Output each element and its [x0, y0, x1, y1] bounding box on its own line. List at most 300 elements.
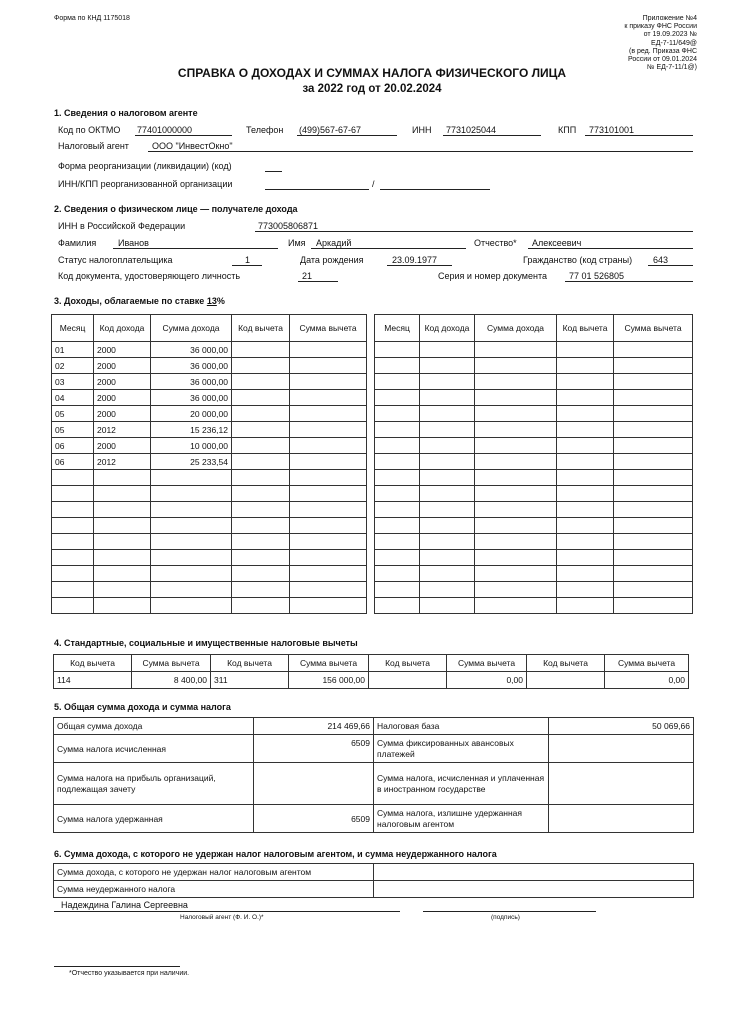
income-month: 03	[52, 374, 94, 390]
deduction-amount	[614, 518, 693, 534]
tax-not-withheld-label: Сумма неудержанного налога	[54, 881, 374, 898]
tax-calc-label: Сумма налога исчисленная	[54, 735, 254, 763]
income-col-header: Код вычета	[557, 315, 614, 342]
income-amount: 36 000,00	[151, 358, 232, 374]
surname-value: Иванов	[118, 238, 149, 248]
income-code	[94, 566, 151, 582]
birth-line	[387, 265, 452, 266]
tax-withheld-label: Сумма налога удержанная	[54, 805, 254, 833]
income-code	[420, 358, 475, 374]
income-amount	[475, 342, 557, 358]
income-col-header: Код дохода	[94, 315, 151, 342]
income-row	[52, 550, 367, 566]
income-row	[52, 486, 367, 502]
income-row	[375, 342, 693, 358]
income-code	[420, 534, 475, 550]
deduction-amount	[614, 390, 693, 406]
oktmo-line	[135, 135, 232, 136]
deductions-header-row	[54, 655, 689, 672]
form-code: Форма по КНД 1175018	[54, 15, 130, 22]
income-amount: 25 233,54	[151, 454, 232, 470]
income-code	[420, 598, 475, 614]
deduction-code-header: Код вычета	[211, 655, 289, 672]
deduction-amount	[614, 438, 693, 454]
income-month: 06	[52, 438, 94, 454]
income-row	[52, 566, 367, 582]
deduction-sum-value: 8 400,00	[132, 672, 211, 689]
status-line	[232, 265, 262, 266]
income-month: 06	[52, 454, 94, 470]
deduction-code	[232, 374, 290, 390]
income-code	[420, 550, 475, 566]
deduction-code	[232, 454, 290, 470]
income-code: 2000	[94, 342, 151, 358]
deduction-code-header: Код вычета	[54, 655, 132, 672]
patronymic-value: Алексеевич	[532, 238, 582, 248]
tax-withheld-value: 6509	[254, 805, 374, 833]
income-month	[375, 518, 420, 534]
deduction-sum-header: Сумма вычета	[289, 655, 369, 672]
foreign-tax-label: Сумма налога, исчисленная и уплаченная в иностранном государстве	[374, 763, 549, 805]
income-amount	[151, 534, 232, 550]
income-col-header: Месяц	[52, 315, 94, 342]
income-row	[375, 390, 693, 406]
person-inn-value: 773005806871	[258, 221, 319, 231]
section1-heading: 1. Сведения о налоговом агенте	[54, 108, 198, 118]
income-code: 2012	[94, 422, 151, 438]
name-value: Аркадий	[316, 238, 352, 248]
income-row	[375, 518, 693, 534]
deduction-amount	[614, 422, 693, 438]
income-table-right	[374, 314, 693, 614]
income-code: 2000	[94, 374, 151, 390]
income-col-header: Сумма дохода	[151, 315, 232, 342]
income-code	[94, 582, 151, 598]
income-amount: 36 000,00	[151, 374, 232, 390]
reorg-inn-line	[265, 189, 369, 190]
phone-label: Телефон	[246, 125, 284, 135]
income-amount	[475, 550, 557, 566]
page-title: СПРАВКА О ДОХОДАХ И СУММАХ НАЛОГА ФИЗИЧЕСКОГО ЛИЦА	[177, 66, 567, 80]
income-month	[375, 566, 420, 582]
person-inn-line	[255, 231, 693, 232]
income-col-header: Месяц	[375, 315, 420, 342]
tax-rate: 13	[206, 296, 217, 306]
deduction-code-value	[527, 672, 605, 689]
income-code	[420, 406, 475, 422]
income-amount	[475, 406, 557, 422]
signature-line	[423, 911, 596, 912]
income-amount: 36 000,00	[151, 342, 232, 358]
income-code	[420, 390, 475, 406]
deduction-code	[557, 438, 614, 454]
income-code	[420, 470, 475, 486]
income-amount	[475, 422, 557, 438]
deduction-sum-header: Сумма вычета	[132, 655, 211, 672]
income-amount	[475, 502, 557, 518]
income-amount	[475, 486, 557, 502]
income-row	[375, 550, 693, 566]
income-amount	[475, 518, 557, 534]
kpp-value: 773101001	[589, 125, 635, 135]
income-row	[375, 438, 693, 454]
income-row	[52, 374, 367, 390]
deduction-sum-value: 0,00	[605, 672, 689, 689]
income-code: 2012	[94, 454, 151, 470]
deduction-code	[557, 342, 614, 358]
phone-line	[297, 135, 397, 136]
deduction-code	[557, 550, 614, 566]
patronymic-line	[528, 248, 693, 249]
birth-label: Дата рождения	[300, 255, 364, 265]
section2-heading: 2. Сведения о физическом лице — получателе дохода	[54, 204, 298, 214]
tax-calc-value: 6509	[254, 735, 374, 763]
income-amount	[151, 518, 232, 534]
agent-signatory-line	[54, 911, 400, 912]
deduction-code	[557, 598, 614, 614]
income-code	[94, 486, 151, 502]
excess-value	[549, 805, 694, 833]
deduction-amount	[290, 550, 367, 566]
income-row	[375, 534, 693, 550]
deduction-amount	[614, 582, 693, 598]
deduction-code-value	[369, 672, 447, 689]
agent-inn-line	[443, 135, 541, 136]
income-month: 01	[52, 342, 94, 358]
deduction-amount	[290, 534, 367, 550]
excess-label: Сумма налога, излишне удержанная налоговым агентом	[374, 805, 549, 833]
deduction-sum-value: 156 000,00	[289, 672, 369, 689]
signature-caption: (подпись)	[491, 914, 520, 921]
income-month	[375, 406, 420, 422]
income-code	[420, 374, 475, 390]
income-header-row	[375, 315, 693, 342]
income-month	[375, 358, 420, 374]
income-month	[375, 598, 420, 614]
deduction-amount	[614, 470, 693, 486]
deduction-code	[232, 422, 290, 438]
deduction-code	[557, 406, 614, 422]
income-amount	[151, 550, 232, 566]
appendix-line: (в ред. Приказа ФНС	[629, 47, 697, 55]
income-code	[94, 518, 151, 534]
birth-value: 23.09.1977	[392, 255, 438, 265]
income-month: 04	[52, 390, 94, 406]
income-amount	[475, 374, 557, 390]
deduction-amount	[290, 422, 367, 438]
deduction-amount	[290, 598, 367, 614]
deduction-code	[557, 374, 614, 390]
income-amount	[475, 454, 557, 470]
income-amount: 36 000,00	[151, 390, 232, 406]
appendix-note	[624, 15, 697, 72]
total-income-value: 214 469,66	[254, 718, 374, 735]
income-month	[375, 454, 420, 470]
income-month	[52, 566, 94, 582]
income-row	[52, 422, 367, 438]
deduction-code	[557, 534, 614, 550]
deduction-code	[557, 454, 614, 470]
deduction-amount	[614, 550, 693, 566]
deduction-code	[232, 342, 290, 358]
appendix-line: к приказу ФНС России	[624, 23, 697, 31]
deduction-code	[232, 406, 290, 422]
income-amount	[475, 358, 557, 374]
deduction-code	[232, 486, 290, 502]
page-subtitle: за 2022 год от 20.02.2024	[302, 83, 442, 95]
deduction-code	[232, 502, 290, 518]
deduction-amount	[614, 598, 693, 614]
income-row	[52, 454, 367, 470]
income-col-header: Сумма дохода	[475, 315, 557, 342]
deduction-code	[557, 566, 614, 582]
status-value: 1	[245, 255, 251, 265]
deduction-code	[557, 486, 614, 502]
income-month	[375, 550, 420, 566]
income-not-withheld-label: Сумма дохода, с которого не удержан налог налоговым агентом	[54, 864, 374, 881]
deduction-code	[232, 358, 290, 374]
doc-code-value: 21	[302, 271, 313, 281]
agent-signatory-name: Надеждина Галина Сергеевна	[61, 900, 188, 910]
income-month: 02	[52, 358, 94, 374]
deduction-code	[232, 598, 290, 614]
income-code	[420, 502, 475, 518]
income-code	[420, 454, 475, 470]
deduction-code	[232, 582, 290, 598]
deduction-amount	[290, 406, 367, 422]
income-row	[375, 422, 693, 438]
income-amount	[151, 470, 232, 486]
income-row	[375, 582, 693, 598]
deduction-amount	[614, 406, 693, 422]
income-amount	[151, 486, 232, 502]
surname-line	[113, 248, 278, 249]
income-code	[420, 518, 475, 534]
kpp-line	[585, 135, 693, 136]
citizenship-value: 643	[653, 255, 669, 265]
phone-value: (499)567-67-67	[299, 125, 362, 135]
deduction-code	[232, 390, 290, 406]
section6-heading: 6. Сумма дохода, с которого не удержан налог налоговым агентом, и сумма неудержанного налога	[54, 849, 497, 859]
kpp-label: КПП	[558, 125, 577, 135]
oktmo-value: 77401000000	[137, 125, 193, 135]
income-row	[52, 358, 367, 374]
deductions-value-row	[54, 672, 689, 689]
income-row	[375, 486, 693, 502]
income-amount	[475, 582, 557, 598]
deduction-sum-header: Сумма вычета	[447, 655, 527, 672]
income-code	[420, 422, 475, 438]
income-code: 2000	[94, 390, 151, 406]
agent-line	[148, 151, 693, 152]
agent-caption: Налоговый агент (Ф. И. О.)*	[180, 914, 264, 921]
income-code: 2000	[94, 358, 151, 374]
income-row	[375, 566, 693, 582]
income-code: 2000	[94, 438, 151, 454]
total-income-label: Общая сумма дохода	[54, 718, 254, 735]
agent-inn-value: 7731025044	[446, 125, 497, 135]
surname-label: Фамилия	[58, 238, 97, 248]
deduction-code	[232, 566, 290, 582]
income-row	[375, 374, 693, 390]
deduction-sum-header: Сумма вычета	[605, 655, 689, 672]
income-code	[420, 582, 475, 598]
fixed-adv-label: Сумма фиксированных авансовых платежей	[374, 735, 549, 763]
income-amount: 10 000,00	[151, 438, 232, 454]
income-amount: 20 000,00	[151, 406, 232, 422]
deduction-amount	[614, 502, 693, 518]
income-month	[375, 534, 420, 550]
reorg-label: Форма реорганизации (ликвидации) (код)	[58, 161, 232, 171]
deduction-code	[232, 518, 290, 534]
income-month	[375, 422, 420, 438]
section5-heading: 5. Общая сумма дохода и сумма налога	[54, 702, 231, 712]
deductions-table	[53, 654, 689, 689]
deduction-amount	[614, 566, 693, 582]
income-code	[420, 438, 475, 454]
income-row	[52, 342, 367, 358]
income-month: 05	[52, 422, 94, 438]
deduction-code-header: Код вычета	[369, 655, 447, 672]
appendix-line: № ЕД-7-11/1@)	[647, 64, 697, 72]
income-row	[375, 454, 693, 470]
deduction-amount	[290, 358, 367, 374]
income-row	[52, 438, 367, 454]
deduction-code	[557, 470, 614, 486]
income-amount	[151, 502, 232, 518]
income-amount	[475, 470, 557, 486]
deduction-code	[557, 358, 614, 374]
deduction-amount	[290, 342, 367, 358]
tax-base-label: Налоговая база	[374, 718, 549, 735]
income-month	[52, 518, 94, 534]
section4-heading: 4. Стандартные, социальные и имущественные налоговые вычеты	[54, 638, 358, 648]
person-inn-label: ИНН в Российской Федерации	[58, 221, 186, 231]
deduction-code	[232, 534, 290, 550]
appendix-line: России от 09.01.2024	[628, 56, 697, 64]
appendix-line: Приложение №4	[642, 15, 697, 22]
income-month	[375, 486, 420, 502]
income-row	[52, 502, 367, 518]
patronymic-label: Отчество*	[474, 238, 517, 248]
income-code	[94, 550, 151, 566]
doc-number-value: 77 01 526805	[569, 271, 625, 281]
citizenship-label: Гражданство (код страны)	[523, 255, 633, 265]
doc-number-label: Серия и номер документа	[438, 271, 547, 281]
reorg-kpp-line	[380, 189, 490, 190]
income-month	[375, 342, 420, 358]
deduction-amount	[290, 438, 367, 454]
income-amount	[475, 438, 557, 454]
income-amount	[475, 534, 557, 550]
income-code	[94, 598, 151, 614]
deduction-code-value: 311	[211, 672, 289, 689]
not-withheld-table	[53, 863, 694, 898]
reorg-slash: /	[372, 179, 375, 189]
income-month	[52, 550, 94, 566]
income-month	[52, 582, 94, 598]
agent-inn-label: ИНН	[412, 125, 432, 135]
deduction-code	[232, 550, 290, 566]
deduction-amount	[290, 390, 367, 406]
income-col-header: Код вычета	[232, 315, 290, 342]
income-code	[94, 502, 151, 518]
deduction-amount	[290, 566, 367, 582]
income-month	[52, 470, 94, 486]
income-amount	[151, 566, 232, 582]
fixed-adv-value	[549, 735, 694, 763]
income-row	[52, 470, 367, 486]
oktmo-label: Код по ОКТМО	[58, 125, 121, 135]
income-amount: 15 236,12	[151, 422, 232, 438]
income-header-row	[52, 315, 367, 342]
profit-tax-label: Сумма налога на прибыль организаций, подлежащая зачету	[54, 763, 254, 805]
income-amount	[475, 566, 557, 582]
income-code	[420, 566, 475, 582]
status-label: Статус налогоплательщика	[58, 255, 173, 265]
deduction-code	[557, 422, 614, 438]
footnote-rule	[54, 966, 180, 967]
deduction-code	[232, 470, 290, 486]
deduction-amount	[290, 374, 367, 390]
deduction-amount	[614, 454, 693, 470]
doc-code-label: Код документа, удостоверяющего личность	[58, 271, 241, 281]
income-not-withheld-value	[374, 864, 694, 881]
income-month	[52, 598, 94, 614]
income-amount	[151, 598, 232, 614]
income-row	[375, 502, 693, 518]
income-amount	[475, 598, 557, 614]
section3-heading: 3. Доходы, облагаемые по ставке 13%	[54, 296, 225, 306]
income-row	[52, 534, 367, 550]
income-month	[52, 502, 94, 518]
income-row	[375, 358, 693, 374]
deduction-sum-value: 0,00	[447, 672, 527, 689]
agent-label: Налоговый агент	[58, 141, 129, 151]
income-month	[375, 438, 420, 454]
foreign-tax-value	[549, 763, 694, 805]
tax-not-withheld-value	[374, 881, 694, 898]
income-row	[52, 390, 367, 406]
income-month	[375, 582, 420, 598]
income-amount	[475, 390, 557, 406]
deduction-amount	[290, 502, 367, 518]
deduction-code	[232, 438, 290, 454]
deduction-amount	[290, 518, 367, 534]
deduction-amount	[614, 534, 693, 550]
deduction-code	[557, 502, 614, 518]
deduction-amount	[290, 454, 367, 470]
deduction-code	[557, 390, 614, 406]
deduction-amount	[614, 374, 693, 390]
income-code	[94, 534, 151, 550]
income-row	[375, 470, 693, 486]
deduction-code-value: 114	[54, 672, 132, 689]
income-code: 2000	[94, 406, 151, 422]
income-row	[375, 406, 693, 422]
income-month	[52, 534, 94, 550]
income-month	[375, 374, 420, 390]
agent-value: ООО "ИнвестОкно"	[152, 141, 233, 151]
deduction-amount	[290, 470, 367, 486]
totals-table	[53, 717, 694, 833]
income-month	[375, 470, 420, 486]
doc-number-line	[565, 281, 693, 282]
income-code	[420, 342, 475, 358]
income-col-header: Сумма вычета	[614, 315, 693, 342]
deduction-code	[557, 518, 614, 534]
income-row	[375, 598, 693, 614]
